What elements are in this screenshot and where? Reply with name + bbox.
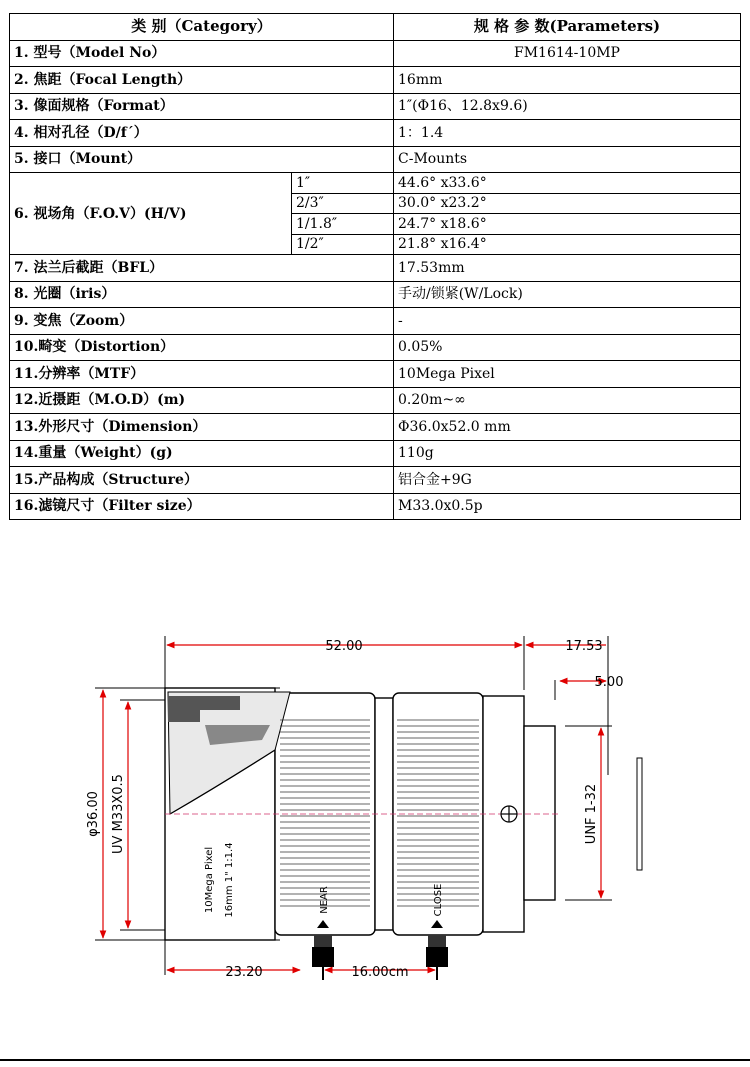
fov-format: 1″ [292, 173, 394, 194]
table-row [10, 93, 741, 120]
crosshair-icon [501, 806, 517, 822]
table-row [10, 40, 741, 67]
fov-format: 1/1.8″ [292, 214, 394, 235]
table-row [10, 308, 741, 335]
focus-screw-close [426, 935, 448, 980]
table-row [10, 493, 741, 520]
fov-value: 30.0° x23.2° [394, 193, 741, 214]
row-value: Φ36.0x52.0 mm [394, 414, 741, 441]
lens-label-spec: 16mm 1" 1:1.4 [224, 842, 235, 918]
spec-table [9, 13, 741, 520]
row-value: 0.20m~∞ [394, 387, 741, 414]
dim-front: 23.20 [225, 965, 263, 980]
dim-diameter: φ36.00 [86, 791, 101, 837]
fov-format: 1/2″ [292, 234, 394, 255]
lens-label-resolution: 10Mega Pixel [204, 846, 215, 914]
header-parameters: 规 格 参 数(Parameters) [394, 14, 741, 41]
row-label: 2. 焦距（Focal Length） [10, 67, 394, 94]
table-row [10, 387, 741, 414]
dim-flange: 5.00 [594, 675, 624, 690]
row-value: 10Mega Pixel [394, 361, 741, 388]
row-label: 5. 接口（Mount） [10, 146, 394, 173]
table-row [10, 467, 741, 494]
dim-thread: UNF 1-32 [584, 783, 599, 845]
row-label: 4. 相对孔径（D/f´） [10, 120, 394, 147]
row-value: C-Mounts [394, 146, 741, 173]
row-value: 铝合金+9G [394, 467, 741, 494]
table-header-row [10, 14, 741, 41]
fov-value: 21.8° x16.4° [394, 234, 741, 255]
dim-filter: UV M33X0.5 [111, 774, 126, 854]
row-value: FM1614-10MP [394, 40, 741, 67]
row-value: 0.05% [394, 334, 741, 361]
fov-format: 2/3″ [292, 193, 394, 214]
table-row [10, 281, 741, 308]
row-label: 6. 视场角（F.O.V）(H/V) [10, 173, 292, 255]
row-label: 9. 变焦（Zoom） [10, 308, 394, 335]
sensor-plane [637, 758, 642, 870]
row-value: 1″(Φ16、12.8x9.6) [394, 93, 741, 120]
dim-rings: 16.00cm [351, 965, 409, 980]
table-row [10, 173, 741, 194]
row-value: 110g [394, 440, 741, 467]
row-label: 16.滤镜尺寸（Filter size） [10, 493, 394, 520]
table-row [10, 361, 741, 388]
row-label: 15.产品构成（Structure） [10, 467, 394, 494]
row-value: 1：1.4 [394, 120, 741, 147]
row-label: 14.重量（Weight）(g) [10, 440, 394, 467]
row-label: 3. 像面规格（Format） [10, 93, 394, 120]
bottom-rule [0, 1059, 750, 1061]
table-row [10, 334, 741, 361]
row-label: 7. 法兰后截距（BFL） [10, 255, 394, 282]
c-mount-thread [524, 726, 555, 900]
fov-value: 44.6° x33.6° [394, 173, 741, 194]
row-label: 8. 光圈（iris） [10, 281, 394, 308]
header-category: 类 别（Category） [10, 14, 394, 41]
row-value: 16mm [394, 67, 741, 94]
table-row [10, 67, 741, 94]
focus-screw-near [312, 935, 334, 980]
table-row [10, 440, 741, 467]
lens-drawing [0, 600, 750, 1020]
table-row [10, 255, 741, 282]
table-row [10, 414, 741, 441]
row-value: 17.53mm [394, 255, 741, 282]
near-label: NEAR [319, 886, 330, 914]
row-value: - [394, 308, 741, 335]
table-row [10, 120, 741, 147]
dim-bfl: 17.53 [565, 639, 603, 654]
fov-value: 24.7° x18.6° [394, 214, 741, 235]
close-label: CLOSE [433, 883, 444, 917]
row-label: 1. 型号（Model No） [10, 40, 394, 67]
row-label: 13.外形尺寸（Dimension） [10, 414, 394, 441]
row-value: M33.0x0.5p [394, 493, 741, 520]
dim-length: 52.00 [325, 639, 363, 654]
table-row [10, 146, 741, 173]
row-label: 11.分辨率（MTF） [10, 361, 394, 388]
row-label: 12.近摄距（M.O.D）(m) [10, 387, 394, 414]
row-label: 10.畸变（Distortion） [10, 334, 394, 361]
row-value: 手动/锁紧(W/Lock) [394, 281, 741, 308]
